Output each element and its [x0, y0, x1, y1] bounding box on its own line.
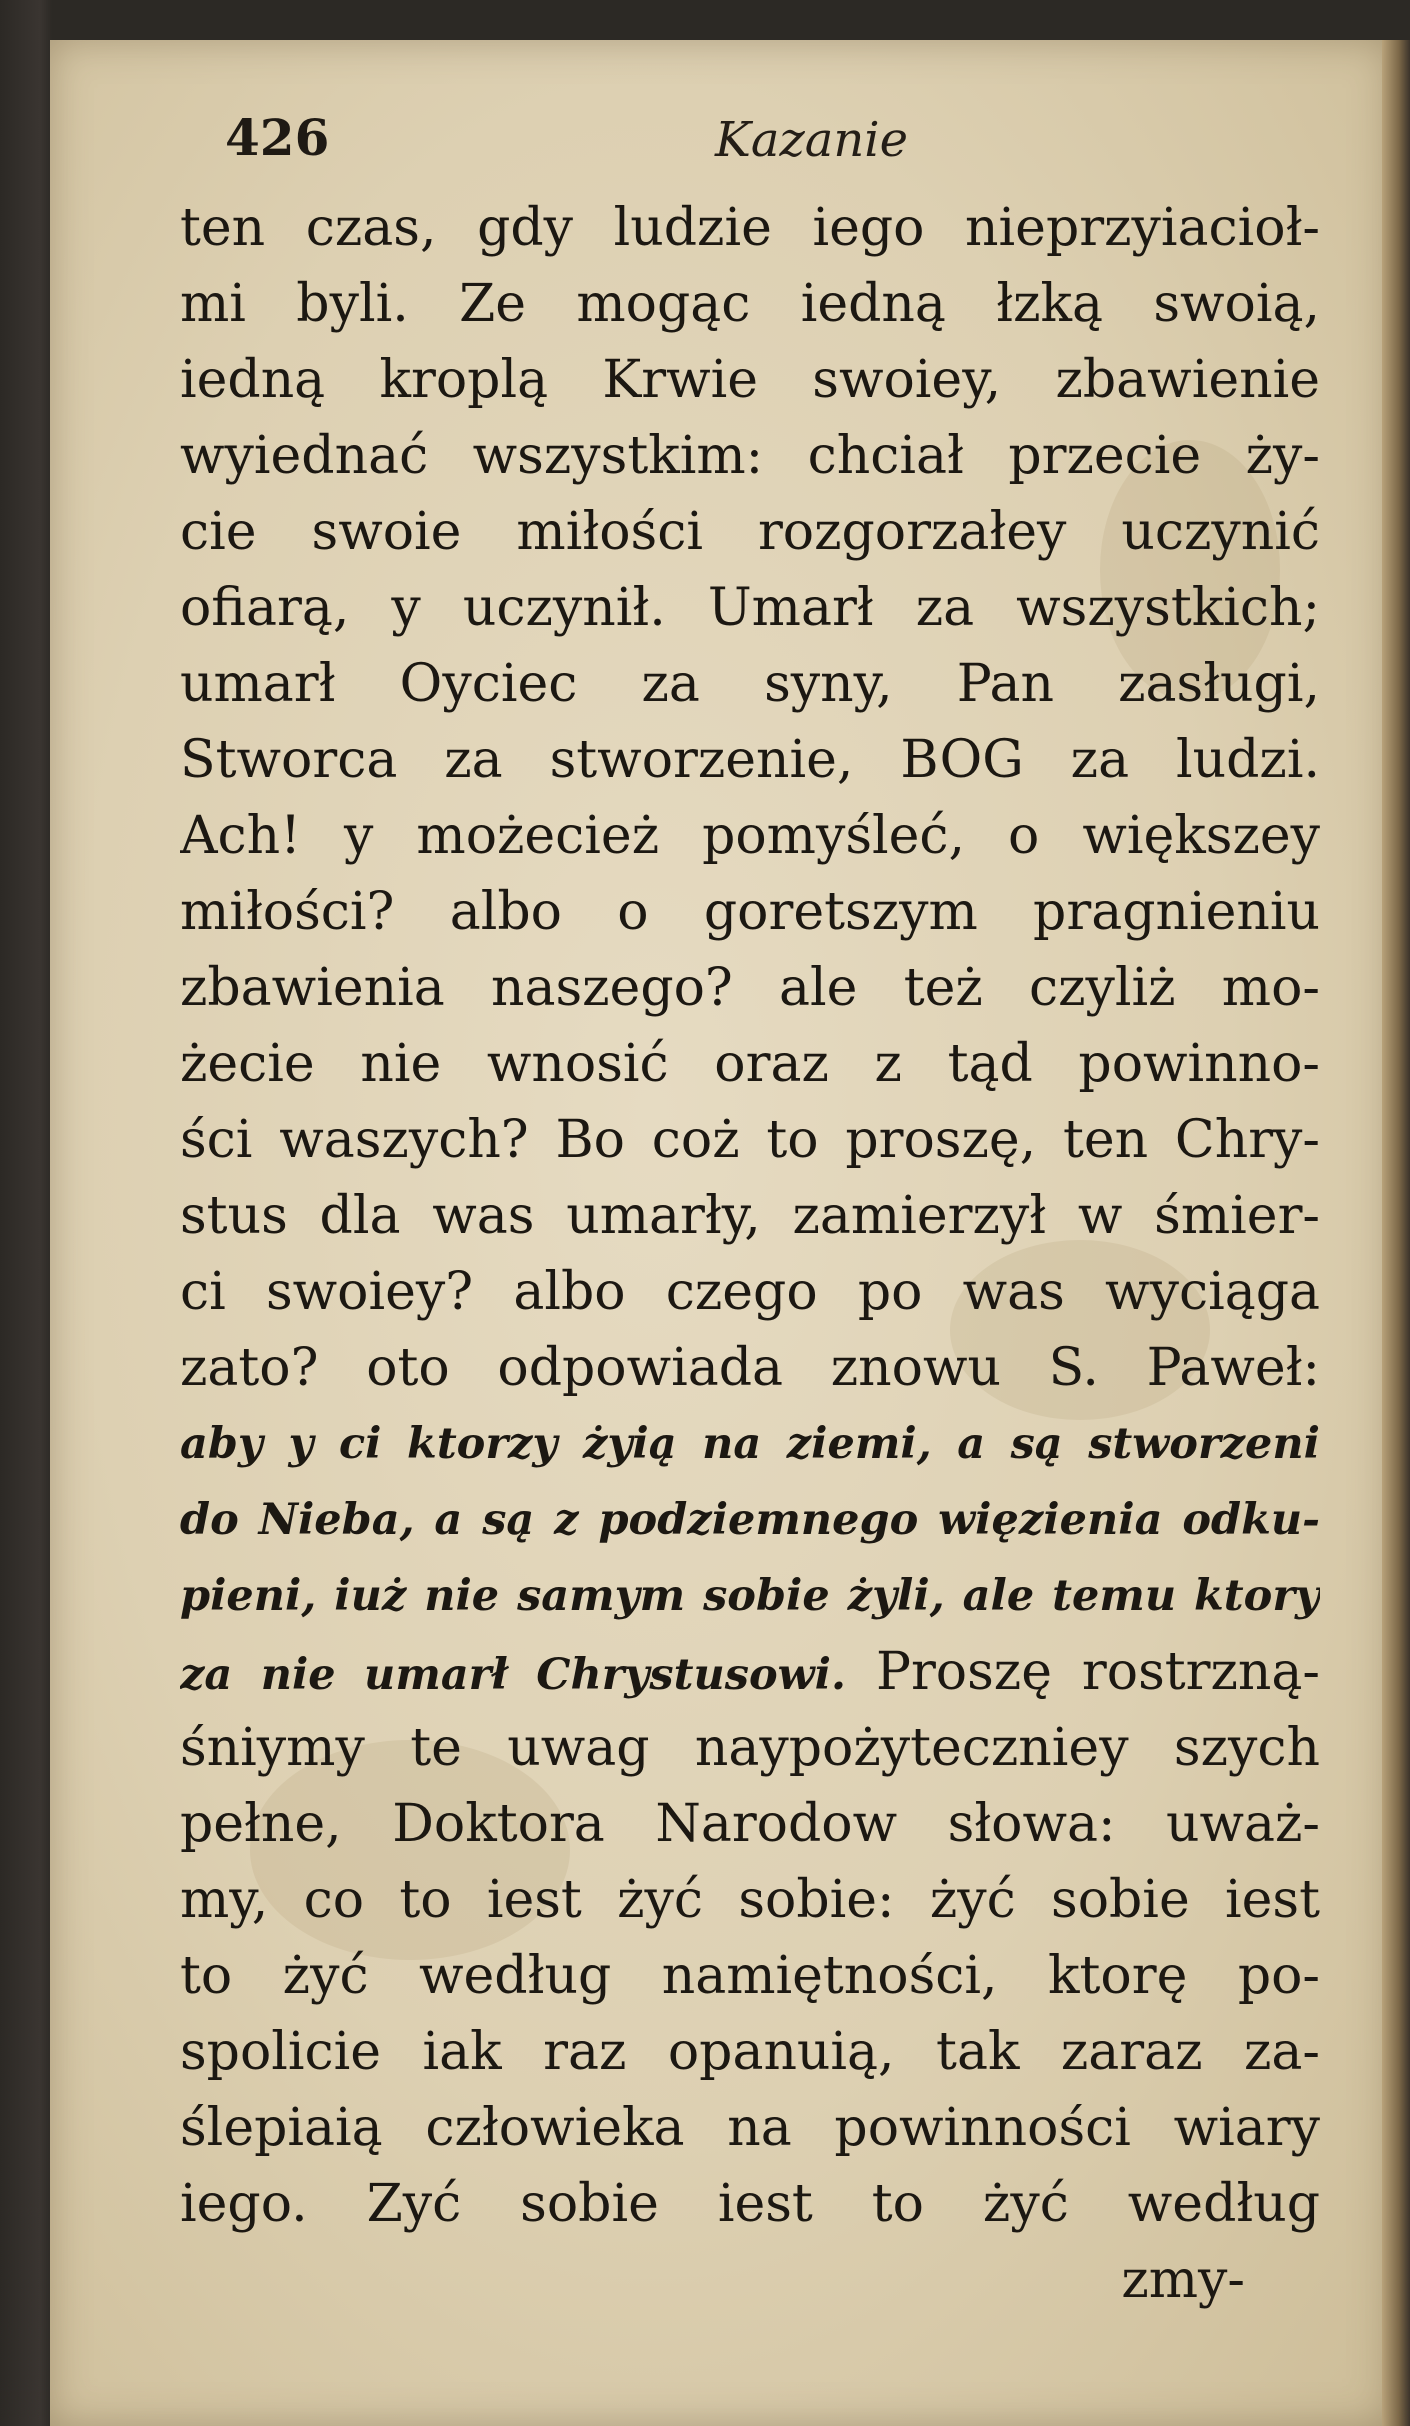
- text-line: wyiednać wszystkim: chciał przecie ży-: [180, 426, 1320, 486]
- text-line: ści waszych? Bo coż to proszę, ten Chry-: [180, 1110, 1320, 1170]
- text-line: Ach! y możecież pomyśleć, o większey: [180, 806, 1320, 866]
- text-line: Stworca za stworzenie, BOG za ludzi.: [180, 730, 1320, 790]
- text-line: ślepiaią człowieka na powinności wiary: [180, 2098, 1320, 2158]
- scripture-quote-line: do Nieba, a są z podziemnego więzienia odku-: [180, 1495, 1320, 1545]
- running-head: Kazanie: [715, 112, 909, 168]
- text-line: miłości? albo o goretszym pragnieniu: [180, 882, 1320, 942]
- sermon-text: [180, 190, 1320, 2318]
- scripture-quote-line: aby y ci ktorzy żyią na ziemi, a są stworzeni: [180, 1419, 1320, 1469]
- text-line: stus dla was umarły, zamierzył w śmier-: [180, 1186, 1320, 1246]
- text-line: my, co to iest żyć sobie: żyć sobie iest: [180, 1870, 1320, 1930]
- text-fragment: Proszę rostrzną-: [875, 1642, 1320, 1702]
- text-line: mi byli. Ze mogąc iedną łzką swoią,: [180, 274, 1320, 334]
- text-line: iedną kroplą Krwie swoiey, zbawienie: [180, 350, 1320, 410]
- text-line: ci swoiey? albo czego po was wyciąga: [180, 1262, 1320, 1322]
- page-header: [225, 108, 1290, 178]
- text-line: spolicie iak raz opanuią, tak zaraz za-: [180, 2022, 1320, 2082]
- catchword: zmy-: [1121, 2250, 1245, 2310]
- text-line: ofiarą, y uczynił. Umarł za wszystkich;: [180, 578, 1320, 638]
- scripture-quote-end: za nie umarł Chrystusowi.: [180, 1650, 846, 1700]
- mixed-text-line: [180, 1634, 1320, 1710]
- text-line: cie swoie miłości rozgorzałey uczynić: [180, 502, 1320, 562]
- text-line: ten czas, gdy ludzie iego nieprzyiacioł-: [180, 198, 1320, 258]
- text-line: to żyć według namiętności, ktorę po-: [180, 1946, 1320, 2006]
- text-line: iego. Zyć sobie iest to żyć według: [180, 2174, 1320, 2234]
- text-line: pełne, Doktora Narodow słowa: uważ-: [180, 1794, 1320, 1854]
- text-line: żecie nie wnosić oraz z tąd powinno-: [180, 1034, 1320, 1094]
- text-line: śniymy te uwag naypożyteczniey szych: [180, 1718, 1320, 1778]
- page-edge: [1382, 40, 1410, 2426]
- page-number: 426: [225, 108, 330, 167]
- scripture-quote-line: pieni, iuż nie samym sobie żyli, ale temu ktory: [180, 1571, 1320, 1621]
- text-line: umarł Oyciec za syny, Pan zasługi,: [180, 654, 1320, 714]
- text-line: zato? oto odpowiada znowu S. Paweł:: [180, 1338, 1320, 1398]
- text-line: zbawienia naszego? ale też czyliż mo-: [180, 958, 1320, 1018]
